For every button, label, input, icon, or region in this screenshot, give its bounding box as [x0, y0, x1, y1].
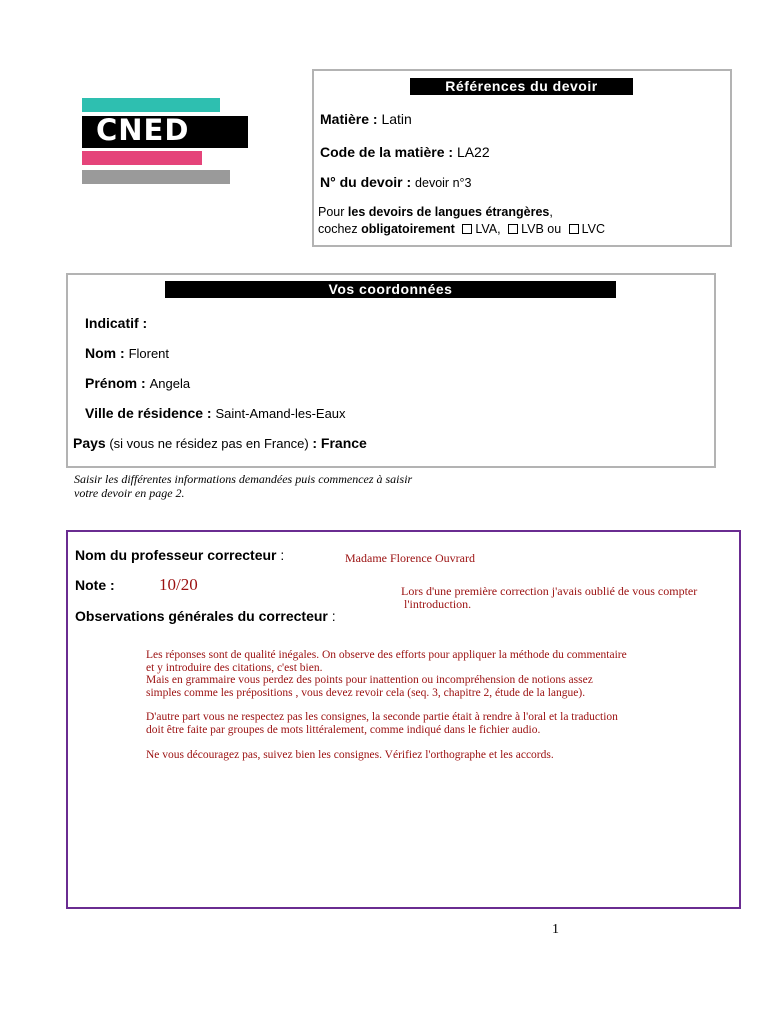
code-label: Code de la matière :	[320, 144, 457, 160]
pays-colon: :	[312, 435, 321, 451]
ville-label: Ville de résidence :	[85, 405, 216, 421]
observations-text[interactable]	[146, 649, 627, 773]
prof-label: Nom du professeur correcteur	[75, 547, 277, 563]
lva-label: LVA,	[475, 222, 501, 236]
obs-label: Observations générales du correcteur	[75, 608, 328, 624]
references-box	[312, 69, 732, 247]
nom-label: Nom :	[85, 345, 129, 361]
obs-row	[75, 608, 336, 624]
note-value[interactable]: 10/20	[159, 575, 198, 594]
obs-paragraph-3	[146, 749, 627, 762]
ville-row	[85, 405, 346, 421]
correcteur-box	[66, 530, 741, 909]
cochez-line	[318, 222, 605, 236]
logo-teal-bar	[82, 98, 220, 112]
note-label: Note :	[75, 577, 115, 593]
lvc-label: LVC	[581, 222, 606, 236]
note-comment-line-2: l'introduction.	[404, 597, 472, 611]
obs-p1-line-1: Les réponses sont de qualité inégales. On observe des efforts pour appliquer la méthode du commentaire	[146, 649, 627, 661]
pays-row	[73, 435, 367, 451]
note-comment-line-1: Lors d'une première correction j'avais oublié de vous compter	[401, 584, 698, 598]
obs-paragraph-2	[146, 711, 627, 736]
obs-p2-line-1: D'autre part vous ne respectez pas les consignes, la seconde partie était à rendre à l'oral et la traduction	[146, 711, 618, 724]
obs-paragraph-1	[146, 649, 627, 699]
obs-p2-line-2: doit être faite par groupes de mots littéralement, comme indiqué dans le fichier audio.	[146, 723, 541, 736]
obligatoirement-text: obligatoirement	[361, 222, 455, 236]
pays-label: Pays	[73, 435, 106, 451]
matiere-row	[320, 111, 412, 127]
hint-line-2: votre devoir en page 2.	[74, 486, 185, 500]
devoir-value[interactable]: devoir n°3	[415, 176, 472, 190]
langues-line	[318, 205, 553, 219]
coordonnees-title: Vos coordonnées	[165, 281, 616, 298]
nom-value[interactable]: Florent	[128, 346, 170, 361]
logo-gray-bar	[82, 170, 230, 184]
langues-prefix: Pour	[318, 205, 348, 219]
prof-row	[75, 547, 284, 563]
pays-note: (si vous ne résidez pas en France)	[105, 436, 313, 451]
lvb-checkbox[interactable]	[508, 224, 518, 234]
obs-p1-line-3: Mais en grammaire vous perdez des points pour inattention ou incompréhension de notions assez	[146, 674, 593, 687]
lvb-label: LVB ou	[521, 222, 562, 236]
devoir-row	[320, 174, 471, 190]
prof-value[interactable]: Madame Florence Ouvrard	[345, 551, 475, 565]
langues-suffix: ,	[549, 205, 553, 219]
matiere-value[interactable]: Latin	[381, 111, 412, 127]
ville-value[interactable]: Saint-Amand-les-Eaux	[215, 406, 346, 421]
coordonnees-box	[66, 273, 716, 468]
obs-p1-line-2: et y introduire des citations, c'est bien.	[146, 661, 323, 674]
lvc-checkbox[interactable]	[569, 224, 579, 234]
lva-checkbox[interactable]	[462, 224, 472, 234]
logo-pink-bar	[82, 151, 202, 165]
matiere-label: Matière :	[320, 111, 382, 127]
prenom-label: Prénom :	[85, 375, 150, 391]
obs-p1-line-4: simples comme les prépositions , vous devez revoir cela (seq. 3, chapitre 2, étude de la langue).	[146, 686, 586, 699]
page-number: 1	[552, 922, 559, 937]
indicatif-label: Indicatif :	[85, 315, 148, 331]
obs-colon: :	[327, 608, 336, 624]
langues-bold: les devoirs de langues étrangères	[347, 205, 550, 219]
references-title: Références du devoir	[410, 78, 633, 95]
code-row	[320, 144, 490, 160]
obs-p3-line-1: Ne vous découragez pas, suivez bien les consignes. Vérifiez l'orthographe et les accords.	[146, 748, 554, 761]
indicatif-row	[85, 315, 147, 331]
instructions-hint	[74, 472, 412, 500]
prenom-row	[85, 375, 190, 391]
code-value[interactable]: LA22	[456, 144, 490, 160]
note-comment	[401, 585, 697, 611]
prenom-value[interactable]: Angela	[149, 376, 191, 391]
devoir-label: N° du devoir :	[320, 174, 416, 190]
hint-line-1: Saisir les différentes informations demandées puis commencez à saisir	[74, 472, 413, 486]
logo-text: CNED	[96, 113, 190, 147]
prof-colon: :	[276, 547, 285, 563]
nom-row	[85, 345, 169, 361]
cochez-text: cochez	[318, 222, 362, 236]
pays-value[interactable]: France	[320, 435, 367, 451]
